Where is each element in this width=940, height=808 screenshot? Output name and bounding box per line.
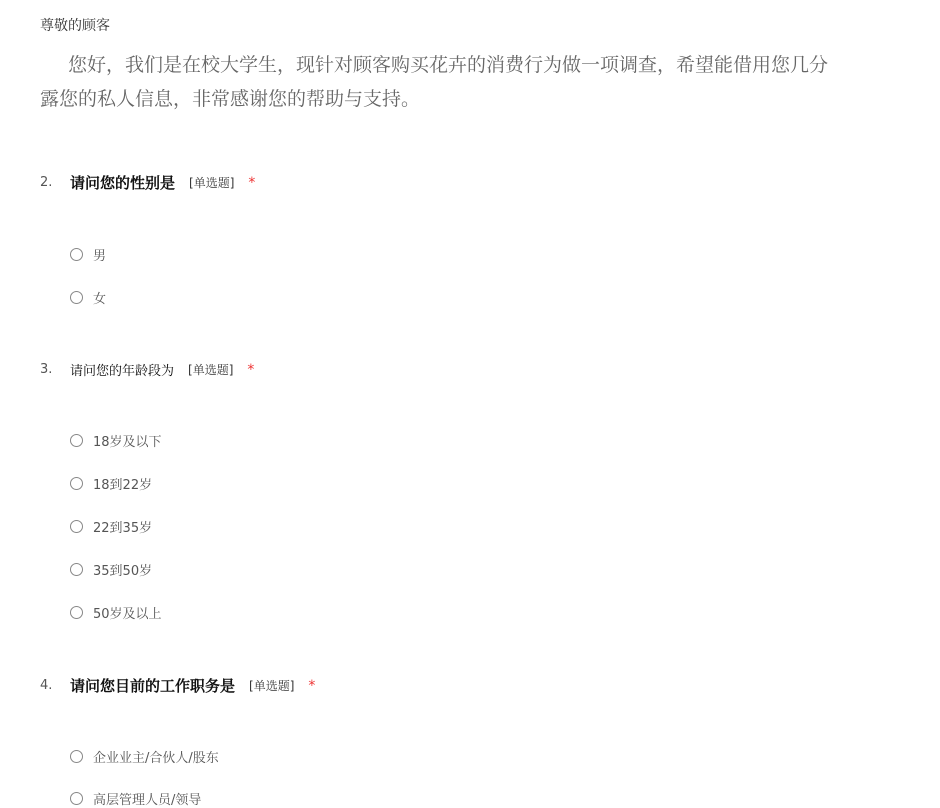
required-marker: * (248, 174, 256, 191)
radio-option-age[interactable] (70, 560, 152, 579)
required-marker: * (308, 677, 316, 694)
option-label: 高层管理人员/领导 (93, 793, 202, 808)
radio-button[interactable] (70, 606, 83, 619)
radio-button[interactable] (70, 750, 83, 763)
greeting-text: 尊敬的顾客 (40, 18, 110, 34)
required-marker: * (247, 361, 255, 378)
option-label: 18到22岁 (93, 478, 153, 493)
radio-option-age[interactable] (70, 517, 152, 536)
radio-button[interactable] (70, 477, 83, 490)
option-label: 18岁及以下 (93, 435, 162, 450)
question-type-tag: [单选题] (189, 176, 235, 190)
option-label: 男 (93, 249, 107, 264)
question-header (40, 360, 254, 379)
option-label: 企业业主/合伙人/股东 (93, 751, 219, 766)
question-number: 3. (40, 362, 53, 377)
radio-button[interactable] (70, 248, 83, 261)
question-title: 请问您的性别是 (70, 174, 176, 192)
radio-option-occupation[interactable] (70, 789, 201, 808)
question-header (40, 172, 255, 193)
option-label: 35到50岁 (93, 564, 153, 579)
question-type-tag: [单选题] (188, 363, 234, 377)
radio-option-age[interactable] (70, 603, 162, 622)
question-type-tag: [单选题] (249, 679, 295, 693)
radio-button[interactable] (70, 792, 83, 805)
intro-paragraph (40, 48, 940, 116)
radio-option-age[interactable] (70, 474, 152, 493)
radio-button[interactable] (70, 291, 83, 304)
option-label: 50岁及以上 (93, 607, 162, 622)
option-label: 22到35岁 (93, 521, 153, 536)
radio-button[interactable] (70, 563, 83, 576)
option-label: 女 (93, 292, 107, 307)
radio-button[interactable] (70, 434, 83, 447)
radio-option-age[interactable] (70, 431, 162, 450)
intro-line: 露您的私人信息，非常感谢您的帮助与支持。 (40, 88, 421, 110)
question-header (40, 675, 315, 696)
question-title: 请问您目前的工作职务是 (70, 677, 236, 695)
radio-button[interactable] (70, 520, 83, 533)
radio-option-female[interactable] (70, 288, 106, 307)
question-title: 请问您的年龄段为 (70, 364, 175, 379)
intro-line: 您好，我们是在校大学生，现针对顾客购买花卉的消费行为做一项调查，希望能借用您几分 (68, 54, 829, 76)
radio-option-occupation[interactable] (70, 747, 219, 766)
question-number: 2. (40, 175, 53, 190)
radio-option-male[interactable] (70, 245, 106, 264)
question-number: 4. (40, 678, 53, 693)
